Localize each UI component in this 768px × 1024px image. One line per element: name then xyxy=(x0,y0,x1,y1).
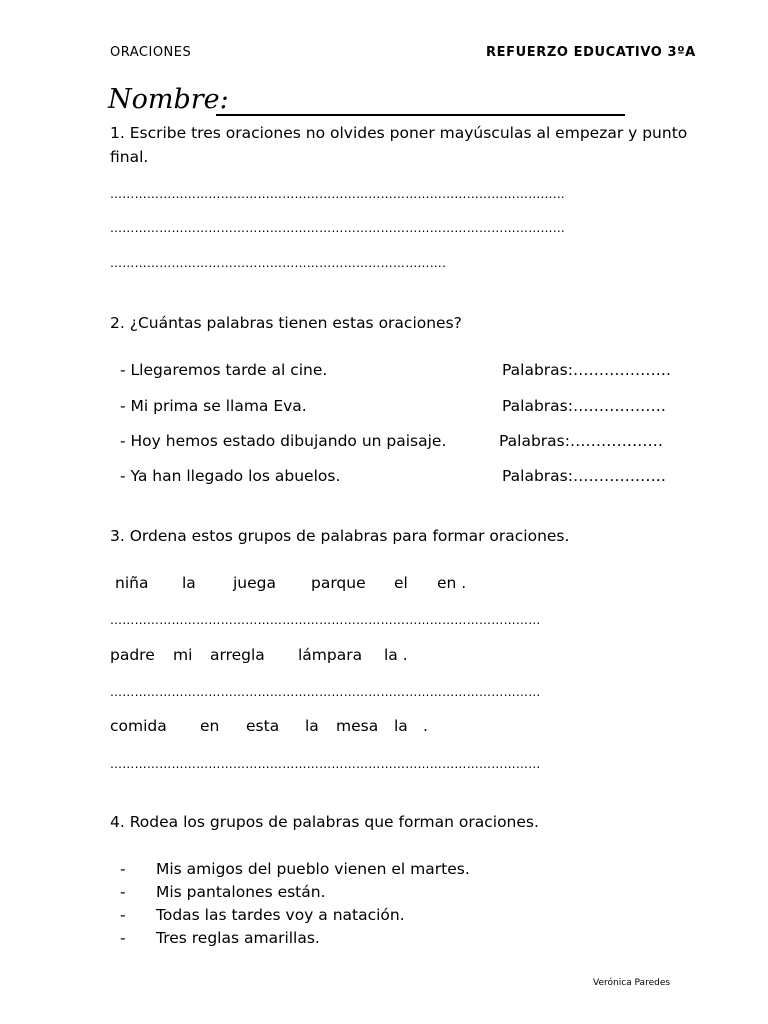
q3-word: comida xyxy=(110,717,167,735)
q1-answer-line[interactable]: ………………………………………………………………………. xyxy=(110,256,447,270)
list-dash: - xyxy=(120,929,126,947)
q3-word: la xyxy=(182,574,196,592)
list-dash: - xyxy=(120,883,126,901)
q1-instruction-line1: 1. Escribe tres oraciones no olvides poner mayúsculas al empezar y punto xyxy=(110,124,688,142)
q3-word: arregla xyxy=(210,646,265,664)
q3-word: parque xyxy=(311,574,366,592)
q3-word: juega xyxy=(233,574,277,592)
q4-title: 4. Rodea los grupos de palabras que forman oraciones. xyxy=(110,813,539,831)
q4-item-text: Todas las tardes voy a natación. xyxy=(156,906,405,924)
q3-word: niña xyxy=(115,574,149,592)
q3-answer-line[interactable]: …………………………………………………………………………………………… xyxy=(110,613,541,627)
q3-word: el xyxy=(394,574,408,592)
q3-word: en xyxy=(200,717,220,735)
q4-item-text: Mis amigos del pueblo vienen el martes. xyxy=(156,860,470,878)
list-dash: - xyxy=(120,906,126,924)
q3-word: mi xyxy=(173,646,193,664)
q3-word: la xyxy=(394,717,408,735)
q3-word: en . xyxy=(437,574,467,592)
q2-sentence: - Hoy hemos estado dibujando un paisaje. xyxy=(120,432,447,450)
q4-list-item[interactable] xyxy=(120,883,326,901)
q3-word: la xyxy=(305,717,319,735)
q1-instruction-line2: final. xyxy=(110,148,149,166)
footer-author: Verónica Paredes xyxy=(593,978,671,988)
q3-word: . xyxy=(423,717,428,735)
q2-title: 2. ¿Cuántas palabras tienen estas oraciones? xyxy=(110,314,462,332)
q4-item-text: Tres reglas amarillas. xyxy=(156,929,320,947)
q1-answer-line[interactable]: ………………………………………………………………………………………………… xyxy=(110,221,566,235)
q2-sentence: - Llegaremos tarde al cine. xyxy=(120,361,328,379)
q2-word-count-answer[interactable]: Palabras:……………… xyxy=(502,467,666,485)
name-answer-line[interactable] xyxy=(216,114,625,116)
q4-list-item[interactable] xyxy=(120,860,470,878)
q3-answer-line[interactable]: …………………………………………………………………………………………… xyxy=(110,685,541,699)
q3-word: padre xyxy=(110,646,155,664)
list-dash: - xyxy=(120,860,126,878)
q2-sentence: - Mi prima se llama Eva. xyxy=(120,397,307,415)
q1-answer-line[interactable]: ………………………………………………………………………………………………… xyxy=(110,187,566,201)
q2-word-count-answer[interactable]: Palabras:………………. xyxy=(502,361,671,379)
q3-word: esta xyxy=(246,717,280,735)
q2-word-count-answer[interactable]: Palabras:……………… xyxy=(502,397,666,415)
q3-answer-line[interactable]: …………………………………………………………………………………………... xyxy=(110,757,541,771)
q3-word: la . xyxy=(384,646,408,664)
header-left-title: ORACIONES xyxy=(110,45,192,60)
q4-list-item[interactable] xyxy=(120,929,320,947)
q3-title: 3. Ordena estos grupos de palabras para formar oraciones. xyxy=(110,527,570,545)
q3-word: mesa xyxy=(336,717,379,735)
q2-sentence: - Ya han llegado los abuelos. xyxy=(120,467,341,485)
q3-word: lámpara xyxy=(298,646,363,664)
q4-list-item[interactable] xyxy=(120,906,405,924)
q4-item-text: Mis pantalones están. xyxy=(156,883,326,901)
header-right-title: REFUERZO EDUCATIVO 3ºA xyxy=(486,45,696,60)
q2-word-count-answer[interactable]: Palabras:……………… xyxy=(499,432,663,450)
name-label: Nombre: xyxy=(108,84,229,115)
